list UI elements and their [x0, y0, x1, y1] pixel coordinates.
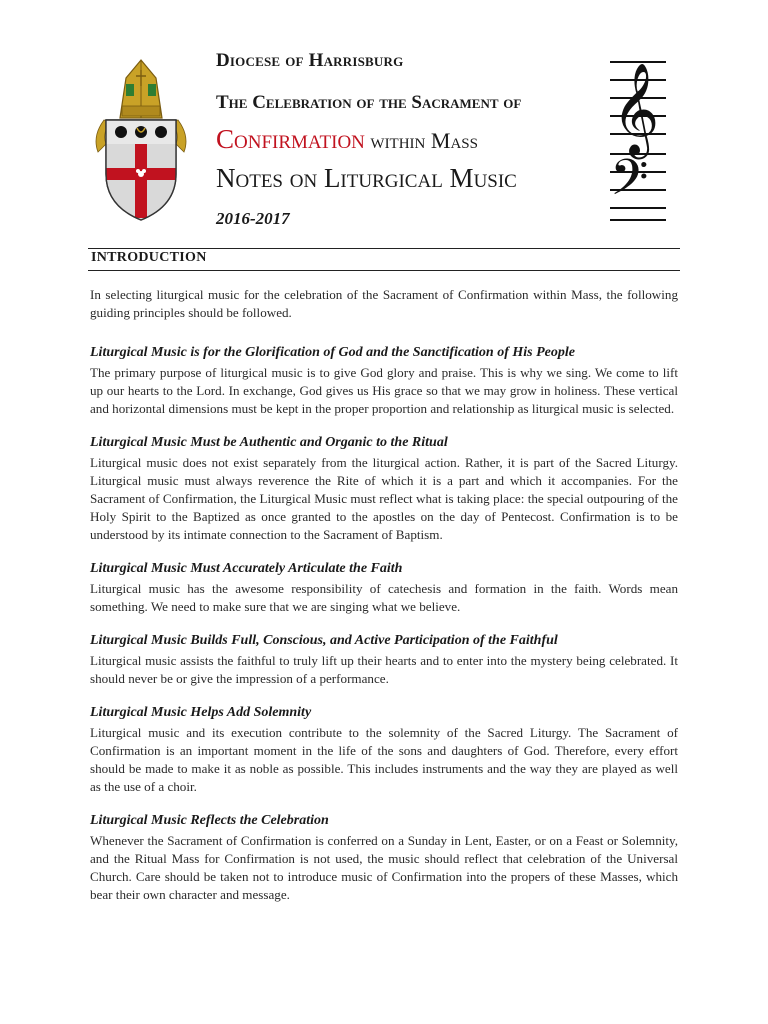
- document-body: [90, 286, 678, 920]
- section-body: Liturgical music does not exist separately from the liturgical action. Rather, it is part of the Sacred Liturgy. Liturgical music must always reverence the Rite of which it is a part and which it accompanies. For the Sacrament of Confirmation, the Liturgical Music must reflect what is taking place: the special outpouring of the Holy Spirit to the Baptized as once granted to the apostles on the day of Pentecost. Confirmation is to be understood by its intimate connection to the Sacrament of Baptism.: [90, 455, 678, 542]
- section: [90, 560, 678, 616]
- section-title: Liturgical Music Reflects the Celebration: [90, 813, 329, 828]
- intro-paragraph: In selecting liturgical music for the celebration of the Sacrament of Confirmation within Mass, the following guiding principles should be followed.: [90, 287, 678, 320]
- section-title: Liturgical Music Helps Add Solemnity: [90, 705, 312, 720]
- section-body: Liturgical music and its execution contribute to the solemnity of the Sacred Liturgy. The Sacrament of Confirmation is an important moment in the life of the sons and daughters of God. Therefore, every effort should be made to make it as noble as possible. This includes instruments and the way they are played as well as the use of a choir.: [90, 725, 678, 794]
- section-title: Liturgical Music Must Accurately Articulate the Faith: [90, 561, 403, 576]
- document-heading: Notes on Liturgical Music: [216, 163, 517, 193]
- document-title: [216, 124, 606, 159]
- diocesan-coat-of-arms-icon: [92, 56, 190, 222]
- title-confirmation: Confirmation: [216, 124, 365, 154]
- heading-rule-bottom: [88, 270, 680, 271]
- section-body: Whenever the Sacrament of Confirmation is conferred on a Sunday in Lent, Easter, or on a Feast or Solemnity, and the Ritual Mass for Confirmation is not used, the music should reflect that celebration of the Universal Church. Care should be taken not to introduce music of Confirmation into the propers of these Masses, which bear their own character and message.: [90, 833, 678, 902]
- title-within-mass: within Mass: [364, 128, 478, 153]
- section: [90, 704, 678, 796]
- section: [90, 344, 678, 418]
- section: [90, 434, 678, 544]
- svg-text:𝄢: 𝄢: [610, 149, 649, 219]
- diocese-name: Diocese of Harrisburg: [216, 50, 404, 71]
- section-body: The primary purpose of liturgical music is to give God glory and praise. This is why we sing. We come to lift up our hearts to the Lord. In exchange, God gives us His grace so that we may grow in holiness. These vertical and horizontal dimensions must be kept in the proper proportion and relationship as liturgical music is selected.: [90, 365, 678, 416]
- document-header: [216, 50, 606, 229]
- section: [90, 812, 678, 904]
- section-title: Liturgical Music Must be Authentic and Organic to the Ritual: [90, 435, 448, 450]
- section-title: Liturgical Music Builds Full, Conscious, and Active Participation of the Faithful: [90, 633, 558, 648]
- document-subtitle: The Celebration of the Sacrament of: [216, 92, 522, 113]
- section: [90, 632, 678, 688]
- heading-rule-top: [88, 248, 680, 249]
- music-clef-staff-icon: [606, 44, 668, 224]
- section-body: Liturgical music assists the faithful to truly lift up their hearts and to enter into the mystery being celebrated. It should never be or give the impression of a performance.: [90, 653, 678, 686]
- section-title: Liturgical Music is for the Glorification of God and the Sanctification of His People: [90, 345, 575, 360]
- section-body: Liturgical music has the awesome responsibility of catechesis and formation in the faith. Words mean something. We need to make sure that we are singing what we believe.: [90, 581, 678, 614]
- document-year: 2016-2017: [216, 209, 290, 228]
- svg-text:𝄞: 𝄞: [612, 62, 660, 155]
- introduction-heading: INTRODUCTION: [91, 250, 207, 265]
